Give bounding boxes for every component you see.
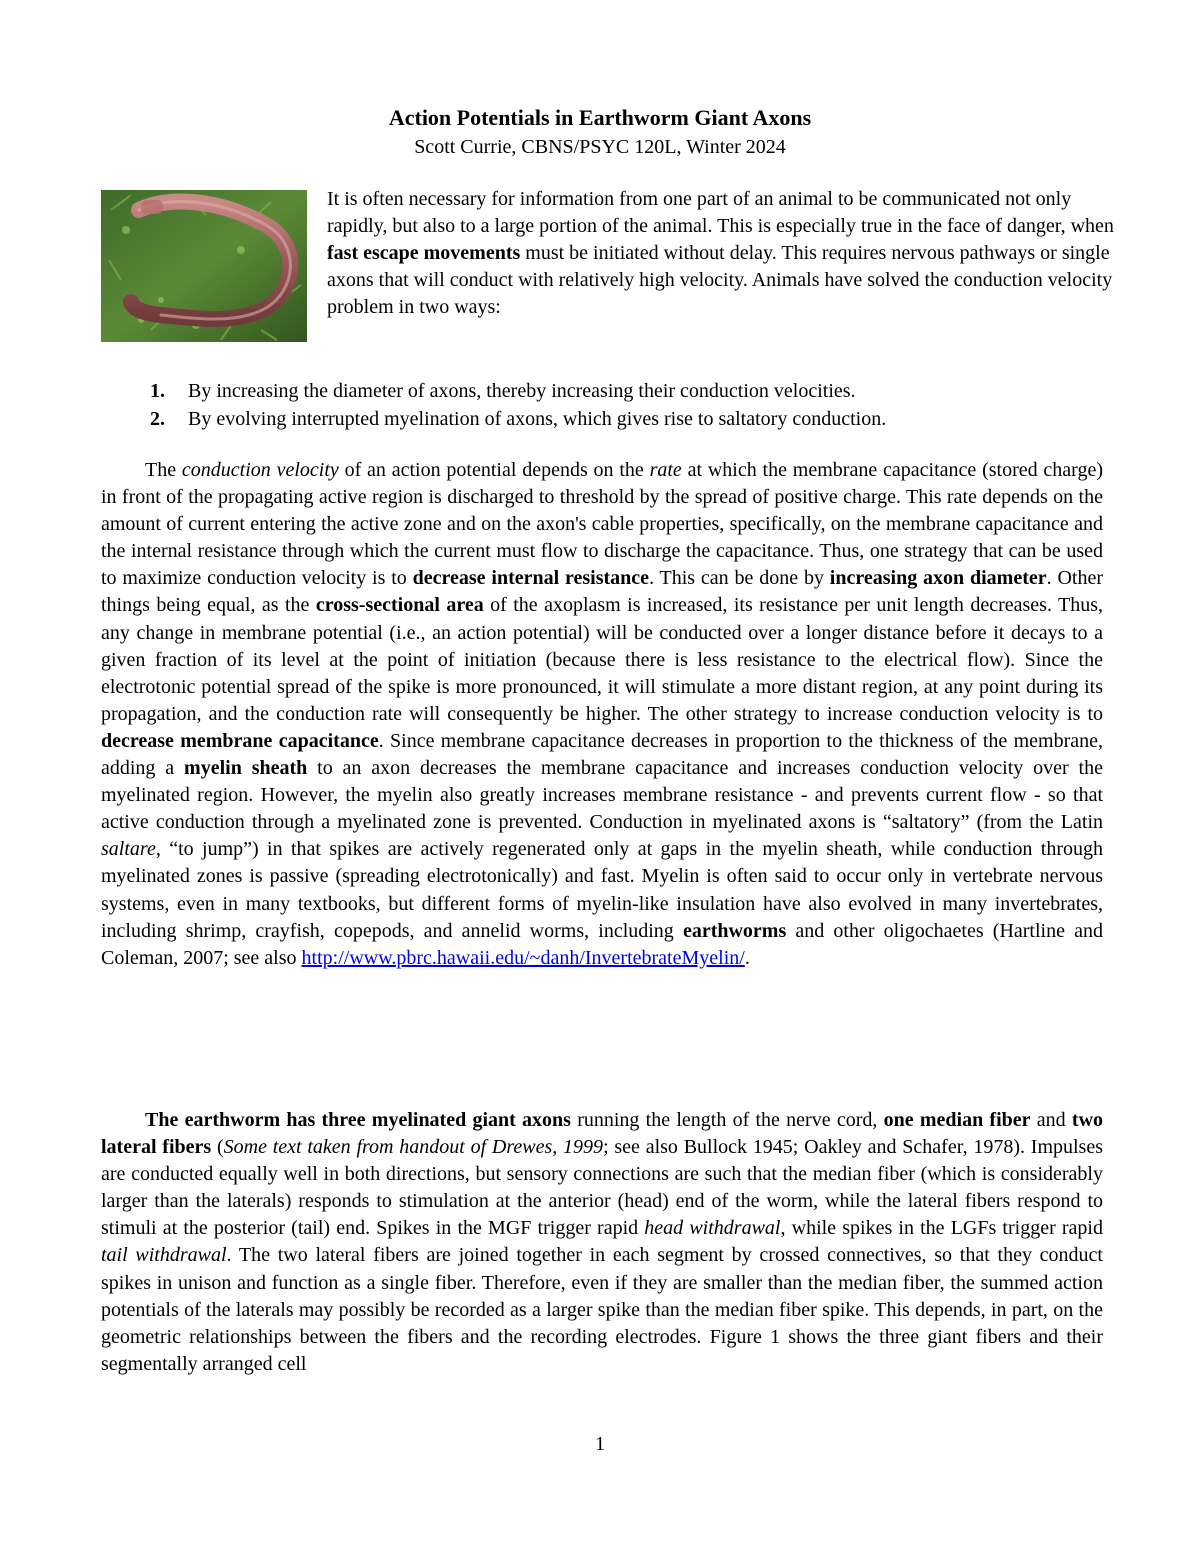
bold-text: cross-sectional area	[315, 594, 484, 617]
strategy-list	[150, 377, 1110, 433]
body-text: . Since membrane capacitance decreases in proportion to the thickness of the membrane, adding a	[101, 729, 1103, 780]
document-title: Action Potentials in Earthworm Giant Axons	[388, 105, 812, 130]
bold-text: The earthworm has three myelinated giant axons	[145, 1109, 571, 1131]
body-text: of the axoplasm is increased, its resistance per unit length decreases. Thus, any change in membrane potential (i.e., an action potential) will be conducted over a longer distance before it decays to a given fraction of its level at the point of initiation (because there is less resistance to the electrical flow). Since the electrotonic potential spread of the spike is more pronounced, it will stimulate a more distant region, at any point during its propagation, and the conduction rate will consequently be higher. The other strategy to increase conduction velocity is to	[101, 594, 1103, 725]
body-text: and other oligochaetes (Hartline and Coleman, 2007; see also	[101, 919, 1103, 969]
invertebrate-myelin-link[interactable]: http://www.pbrc.hawaii.edu/~danh/InvertebrateMyelin/	[301, 946, 745, 969]
bold-text: myelin sheath	[184, 757, 308, 780]
italic-text: rate	[649, 459, 682, 481]
intro-text: must be initiated without delay. This requires nervous pathways or single axons that will conduct with relatively high velocity. Animals have solved the conduction velocity problem in two ways:	[327, 242, 1113, 318]
body-text: .	[744, 946, 750, 969]
intro-text: It is often necessary for information from one part of an animal to be communicated not only rapidly, but also to a large portion of the animal. This is especially true in the face of danger, when	[327, 188, 1114, 237]
list-item-text: By increasing the diameter of axons, thereby increasing their conduction velocities.	[188, 380, 856, 402]
body-text: running the length of the nerve cord,	[570, 1109, 884, 1131]
italic-text: saltare	[101, 838, 156, 861]
page-number: 1	[595, 1433, 605, 1455]
italic-text: Some text taken from handout of Drewes, 1999	[223, 1136, 604, 1159]
body-text: . This can be done by	[649, 567, 830, 590]
list-item-text: By evolving interrupted myelination of axons, which gives rise to saltatory conduction.	[188, 408, 887, 430]
bold-text: one median fiber	[883, 1109, 1031, 1131]
body-text: . Other things being equal, as the	[101, 567, 1103, 617]
list-item	[150, 405, 1110, 433]
list-number: 1.	[150, 380, 165, 402]
bold-text: decrease membrane capacitance	[101, 729, 379, 752]
body-text: . The two lateral fibers are joined together in each segment by crossed connectives, so that they conduct spikes in unison and function as a single fiber. Therefore, even if they are smaller than the median fiber, the summed action potentials of the laterals may possibly be recorded as a larger spike than the median fiber spike. This depends, in part, on the geometric relationships between the fibers and the recording electrodes. Figure 1 shows the three giant fibers and their segmentally arranged cell	[101, 1244, 1103, 1375]
body-text: , while spikes in the LGFs trigger rapid	[780, 1217, 1103, 1240]
giant-axons-paragraph	[101, 1107, 1103, 1378]
list-item	[150, 377, 1110, 405]
body-text: of an action potential depends on the	[338, 459, 650, 481]
bold-text: earthworms	[682, 919, 787, 942]
body-text: and	[1030, 1109, 1072, 1131]
body-text: to an axon decreases the membrane capacitance and increases conduction velocity over the myelinated region. However, the myelin also greatly increases membrane resistance - and prevents current flow - so that active conduction through a myelinated zone is prevented. Conduction in myelinated axons is “saltatory” (from the Latin	[101, 757, 1103, 834]
body-text: at which the membrane capacitance (stored charge) in front of the propagating active region is discharged to threshold by the spread of positive charge. This rate depends on the amount of current entering the active zone and on the axon's cable properties, specifically, on the membrane capacitance and the internal resistance through which the current must flow to discharge the capacitance. Thus, one strategy that can be used to maximize conduction velocity is to	[101, 459, 1104, 590]
conduction-velocity-paragraph	[101, 457, 1103, 972]
body-text: (	[211, 1136, 224, 1159]
italic-text: tail withdrawal	[101, 1244, 227, 1267]
bold-text: decrease internal resistance	[412, 567, 650, 590]
italic-text: conduction velocity	[181, 459, 339, 481]
body-text: , “to jump”) in that spikes are actively regenerated only at gaps in the myelin sheath, while conduction through myelinated zones is passive (spreading electrotonically) and fast. Myelin is often said to occur only in vertebrate nervous systems, even in many textbooks, but different forms of myelin-like insulation have also evolved in many invertebrates, including shrimp, crayfish, copepods, and annelid worms, including	[101, 838, 1103, 942]
body-text: ; see also Bullock 1945; Oakley and Schafer, 1978). Impulses are conducted equally well in both directions, but sensory connections are such that the median fiber (which is considerably larger than the laterals) responds to stimulation at the anterior (head) end of the worm, while the lateral fibers respond to stimuli at the posterior (tail) end. Spikes in the MGF trigger rapid	[101, 1136, 1104, 1240]
italic-text: head withdrawal	[644, 1217, 781, 1240]
body-text: The	[145, 459, 182, 481]
earthworm-photo	[101, 190, 307, 342]
intro-bold-text: fast escape movements	[327, 242, 521, 264]
document-subtitle: Scott Currie, CBNS/PSYC 120L, Winter 2024	[414, 136, 786, 158]
list-number: 2.	[150, 408, 165, 430]
bold-text: increasing axon diameter	[829, 567, 1047, 590]
bold-text: two lateral fibers	[101, 1109, 1104, 1159]
intro-paragraph	[327, 186, 1117, 321]
